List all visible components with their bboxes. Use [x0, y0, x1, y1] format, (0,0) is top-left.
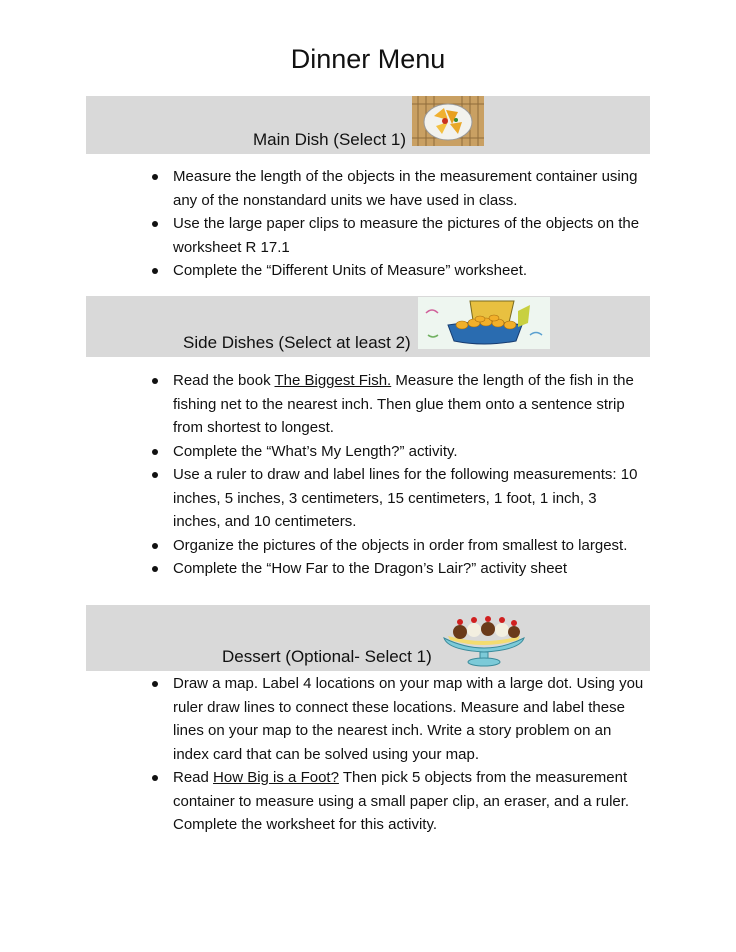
list-item: Measure the length of the objects in the measurement container using any of the nonstandard units we have used in class.: [148, 165, 648, 212]
nachos-plate-icon: [412, 96, 484, 146]
item-text: Measure the length of the fish in the fishing net to the nearest inch. Then glue them onto a sentence strip from shortest to longest.: [173, 372, 634, 436]
book-title: The Biggest Fish.: [274, 372, 392, 389]
fries-bowl-icon: [418, 297, 550, 349]
book-title: How Big is a Foot?: [213, 769, 339, 786]
side-dishes-heading: Side Dishes (Select at least 2): [183, 333, 411, 352]
list-item: Complete the “What’s My Length?” activity.: [148, 440, 648, 464]
main-dish-heading: Main Dish (Select 1): [253, 130, 407, 149]
item-text: Read: [173, 769, 214, 786]
banana-split-icon: [440, 612, 528, 668]
dessert-list: [148, 672, 648, 837]
list-item: Complete the “Different Units of Measure” worksheet.: [148, 259, 648, 283]
list-item: Draw a map. Label 4 locations on your map with a large dot. Using you ruler draw lines to connect these locations. Measure and label these lines on your map to the nearest inch. Write a story problem on an index card that can be solved using your map.: [148, 672, 648, 766]
list-item: Use a ruler to draw and label lines for the following measurements: 10 inches, 5 inches, 3 centimeters, 15 centimeters, 1 foot, 1 inch, 3 inches, and 10 centimeters.: [148, 463, 648, 534]
side-dishes-list: [148, 369, 648, 581]
item-text: Then pick 5 objects from the measurement container to measure using a small paper clip, an eraser, and a ruler. Complete the worksheet for this activity.: [173, 769, 630, 833]
list-item: Complete the “How Far to the Dragon’s Lair?” activity sheet: [148, 557, 648, 581]
list-item: Use the large paper clips to measure the pictures of the objects on the worksheet R 17.1: [148, 212, 648, 259]
dessert-heading: Dessert (Optional- Select 1): [222, 647, 432, 666]
main-dish-list: [148, 165, 648, 283]
list-item: [148, 369, 648, 440]
list-item: [148, 766, 648, 837]
item-text: Read the book: [173, 372, 275, 389]
list-item: Organize the pictures of the objects in order from smallest to largest.: [148, 534, 648, 558]
page-title: Dinner Menu: [290, 44, 446, 74]
